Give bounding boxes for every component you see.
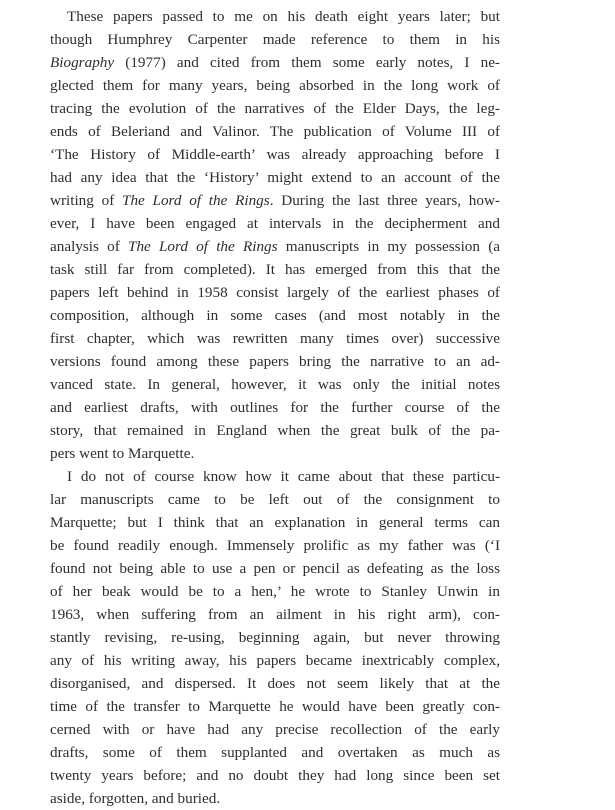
text-line xyxy=(50,166,500,189)
text-segment: Marquette; but I think that an explanation in general terms can xyxy=(50,514,500,531)
text-segment: aside, forgotten, and buried. xyxy=(50,790,221,807)
text-line xyxy=(50,97,500,120)
text-line xyxy=(50,764,500,787)
text-line xyxy=(50,396,500,419)
text-segment: ends of Beleriand and Valinor. The publication of Volume III of xyxy=(50,123,500,140)
text-segment: be found readily enough. Immensely prolific as my father was (‘I xyxy=(50,537,500,554)
text-line xyxy=(50,258,500,281)
text-line xyxy=(50,580,500,603)
text-line xyxy=(50,695,500,718)
text-segment: though Humphrey Carpenter made reference to them in his xyxy=(50,31,500,48)
text-line xyxy=(50,672,500,695)
text-line xyxy=(50,28,500,51)
text-segment: any of his writing away, his papers became inextricably complex, xyxy=(50,652,500,669)
text-line xyxy=(50,189,500,212)
paragraph xyxy=(50,465,500,810)
text-segment: tracing the evolution of the narratives of the Elder Days, the leg- xyxy=(50,100,500,117)
text-segment: stantly revising, re-using, beginning again, but never throwing xyxy=(50,629,500,646)
page-text xyxy=(50,5,500,810)
text-segment: story, that remained in England when the great bulk of the pa- xyxy=(50,422,500,439)
text-line xyxy=(50,373,500,396)
text-segment: and earliest drafts, with outlines for the further course of the xyxy=(50,399,500,416)
text-segment: pers went to Marquette. xyxy=(50,445,195,462)
book-title-italic: The Lord of the Rings xyxy=(128,238,278,255)
text-segment: ever, I have been engaged at intervals in the decipherment and xyxy=(50,215,500,232)
text-line xyxy=(50,327,500,350)
text-segment: cerned with or have had any precise recollection of the early xyxy=(50,721,500,738)
text-line xyxy=(50,120,500,143)
text-segment: vanced state. In general, however, it was only the initial notes xyxy=(50,376,500,393)
text-line xyxy=(50,718,500,741)
text-segment: composition, although in some cases (and most notably in the xyxy=(50,307,500,324)
text-segment: twenty years before; and no doubt they had long since been set xyxy=(50,767,500,784)
book-title-italic: Biography xyxy=(50,54,115,71)
text-segment: versions found among these papers bring the narrative to an ad- xyxy=(50,353,500,370)
text-line xyxy=(50,442,500,465)
text-line xyxy=(50,603,500,626)
text-segment: manuscripts in my possession (a xyxy=(277,238,500,255)
text-segment: disorganised, and dispersed. It does not seem likely that at the xyxy=(50,675,500,692)
text-line xyxy=(50,557,500,580)
text-line xyxy=(50,419,500,442)
text-line xyxy=(50,626,500,649)
text-segment: analysis of xyxy=(50,238,128,255)
text-segment: ‘The History of Middle-earth’ was already approaching before I xyxy=(50,146,500,163)
text-line xyxy=(50,649,500,672)
text-line xyxy=(50,5,500,28)
text-segment: first chapter, which was rewritten many times over) successive xyxy=(50,330,500,347)
text-line xyxy=(50,281,500,304)
text-line xyxy=(50,143,500,166)
text-segment: of her beak would be to a hen,’ he wrote to Stanley Unwin in xyxy=(50,583,500,600)
text-segment: (1977) and cited from them some early notes, I ne- xyxy=(114,54,500,71)
text-segment: writing of xyxy=(50,192,122,209)
text-segment: task still far from completed). It has emerged from this that the xyxy=(50,261,500,278)
text-segment: I do not of course know how it came about that these particu- xyxy=(67,468,500,485)
text-segment: drafts, some of them supplanted and overtaken as much as xyxy=(50,744,500,761)
text-segment: These papers passed to me on his death eight years later; but xyxy=(67,8,500,25)
text-line xyxy=(50,534,500,557)
text-segment: . During the last three years, how- xyxy=(269,192,500,209)
text-line xyxy=(50,741,500,764)
text-line xyxy=(50,212,500,235)
text-line xyxy=(50,51,500,74)
text-line xyxy=(50,74,500,97)
book-title-italic: The Lord of the Rings xyxy=(122,192,270,209)
text-line xyxy=(50,235,500,258)
text-segment: 1963, when suffering from an ailment in his right arm), con- xyxy=(50,606,500,623)
text-line xyxy=(50,511,500,534)
text-segment: lar manuscripts came to be left out of the consignment to xyxy=(50,491,500,508)
text-segment: had any idea that the ‘History’ might extend to an account of the xyxy=(50,169,500,186)
text-line xyxy=(50,465,500,488)
text-segment: found not being able to use a pen or pencil as defeating as the loss xyxy=(50,560,500,577)
text-line xyxy=(50,304,500,327)
text-line xyxy=(50,488,500,511)
paragraph xyxy=(50,5,500,465)
text-line xyxy=(50,350,500,373)
text-segment: time of the transfer to Marquette he would have been greatly con- xyxy=(50,698,500,715)
text-segment: papers left behind in 1958 consist largely of the earliest phases of xyxy=(50,284,500,301)
text-segment: glected them for many years, being absorbed in the long work of xyxy=(50,77,500,94)
